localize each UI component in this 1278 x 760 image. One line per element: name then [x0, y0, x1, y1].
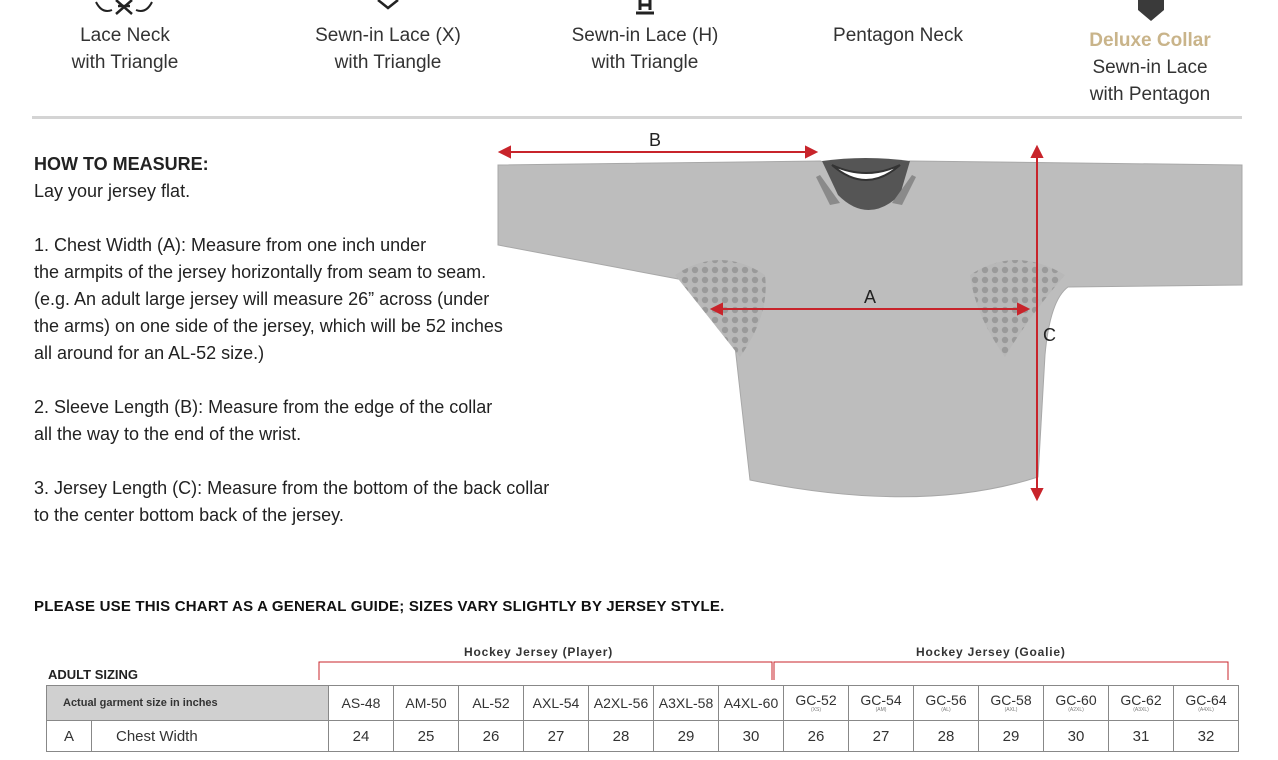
size-subcode: (XS) — [811, 707, 821, 713]
size-cell — [329, 686, 394, 721]
size-code: AS-48 — [341, 695, 381, 711]
collar-deluxe — [1060, 27, 1240, 108]
size-subcode: (AL) — [941, 707, 951, 713]
size-cell — [654, 686, 719, 721]
size-cell — [1109, 686, 1174, 721]
size-code: GC-64 — [1185, 692, 1227, 708]
group-label-player: Hockey Jersey (Player) — [464, 645, 614, 659]
step-chest-line: (e.g. An adult large jersey will measure 26” across (under — [34, 289, 490, 309]
size-cell — [979, 686, 1044, 721]
adult-sizing-label: ADULT SIZING — [48, 667, 139, 682]
step-chest-line: the armpits of the jersey horizontally from seam to seam. — [34, 262, 487, 282]
value-cell: 30 — [1044, 721, 1109, 752]
value-cell: 26 — [459, 721, 524, 752]
size-subcode: (A2XL) — [1068, 707, 1084, 713]
step-sleeve-line: all the way to the end of the wrist. — [34, 424, 302, 444]
size-cell — [719, 686, 784, 721]
chart-guide-note: PLEASE USE THIS CHART AS A GENERAL GUIDE; SIZES VARY SLIGHTLY BY JERSEY STYLE. — [34, 598, 725, 615]
value-cell: 32 — [1174, 721, 1239, 752]
step-chest-line: 1. Chest Width (A): Measure from one inch under — [34, 235, 427, 255]
size-subcode: (A3XL) — [1133, 707, 1149, 713]
dimension-c-label: C — [1043, 325, 1056, 345]
value-cell: 27 — [524, 721, 589, 752]
jersey-diagram — [490, 125, 1250, 525]
collar-name-line: Pentagon Neck — [833, 25, 963, 46]
value-cell: 27 — [849, 721, 914, 752]
size-code: GC-54 — [860, 692, 902, 708]
collar-name-line: Sewn-in Lace (X) — [315, 25, 461, 46]
collar-sewn-lace-h — [550, 22, 740, 76]
section-divider — [32, 116, 1242, 119]
size-code: A3XL-58 — [658, 695, 714, 711]
value-cell: 28 — [589, 721, 654, 752]
collar-name-line: Sewn-in Lace — [1092, 57, 1208, 78]
value-cell: 29 — [979, 721, 1044, 752]
size-cell — [849, 686, 914, 721]
group-brackets — [318, 660, 1230, 682]
step-length-line: to the center bottom back of the jersey. — [34, 505, 344, 525]
size-subcode: (AXL) — [1004, 707, 1018, 713]
lace-neck-icon — [92, 0, 156, 16]
measure-code: A — [47, 721, 92, 752]
value-cell: 29 — [654, 721, 719, 752]
size-cell — [1044, 686, 1109, 721]
deluxe-collar-label: Deluxe Collar — [1089, 30, 1211, 51]
value-cell: 30 — [719, 721, 784, 752]
size-cell — [1174, 686, 1239, 721]
size-code: AXL-54 — [532, 695, 580, 711]
sewn-lace-x-icon — [376, 0, 400, 10]
collar-name-line: with Triangle — [591, 52, 699, 73]
size-subcode: (AM) — [875, 707, 887, 713]
step-chest-line: all around for an AL-52 size.) — [34, 343, 265, 363]
size-cell — [394, 686, 459, 721]
size-cell — [914, 686, 979, 721]
value-cell: 24 — [329, 721, 394, 752]
size-cell — [784, 686, 849, 721]
size-code: AM-50 — [405, 695, 447, 711]
size-code: GC-60 — [1055, 692, 1097, 708]
size-cell — [589, 686, 654, 721]
table-row-chest-width — [47, 721, 1239, 752]
group-label-goalie: Hockey Jersey (Goalie) — [916, 645, 1066, 659]
step-chest-line: the arms) on one side of the jersey, which will be 52 inches — [34, 316, 503, 336]
collar-sewn-lace-x — [293, 22, 483, 76]
jersey-body — [498, 161, 1242, 497]
measure-name: Chest Width — [92, 721, 329, 752]
sewn-lace-h-icon — [632, 0, 658, 16]
collar-name-line: with Triangle — [71, 52, 179, 73]
instructions-intro: Lay your jersey flat. — [34, 181, 191, 201]
collar-pentagon-neck — [808, 22, 988, 49]
collar-name-line: Lace Neck — [80, 25, 170, 46]
instructions-heading: HOW TO MEASURE: — [34, 154, 209, 174]
step-sleeve-line: 2. Sleeve Length (B): Measure from the edge of the collar — [34, 397, 493, 417]
size-code: GC-62 — [1120, 692, 1162, 708]
collar-name-line: Sewn-in Lace (H) — [571, 25, 719, 46]
step-length-line: 3. Jersey Length (C): Measure from the bottom of the back collar — [34, 478, 550, 498]
deluxe-collar-icon — [1136, 0, 1166, 22]
size-cell — [524, 686, 589, 721]
size-code: GC-58 — [990, 692, 1032, 708]
value-cell: 31 — [1109, 721, 1174, 752]
size-subcode: (A4XL) — [1198, 707, 1214, 713]
value-cell: 28 — [914, 721, 979, 752]
size-code: GC-56 — [925, 692, 967, 708]
size-cell — [459, 686, 524, 721]
size-header-label: Actual garment size in inches — [47, 686, 329, 721]
size-code: A2XL-56 — [593, 695, 649, 711]
collar-name-line: with Pentagon — [1089, 84, 1211, 105]
size-chart-table — [46, 685, 1239, 752]
dimension-b-label: B — [649, 130, 662, 150]
size-header-row — [47, 686, 1239, 721]
dimension-a-label: A — [864, 287, 877, 307]
value-cell: 26 — [784, 721, 849, 752]
collar-name-line: with Triangle — [334, 52, 442, 73]
value-cell: 25 — [394, 721, 459, 752]
collar-lace-neck — [40, 22, 210, 76]
size-code: A4XL-60 — [723, 695, 779, 711]
size-code: AL-52 — [472, 695, 510, 711]
size-code: GC-52 — [795, 692, 837, 708]
